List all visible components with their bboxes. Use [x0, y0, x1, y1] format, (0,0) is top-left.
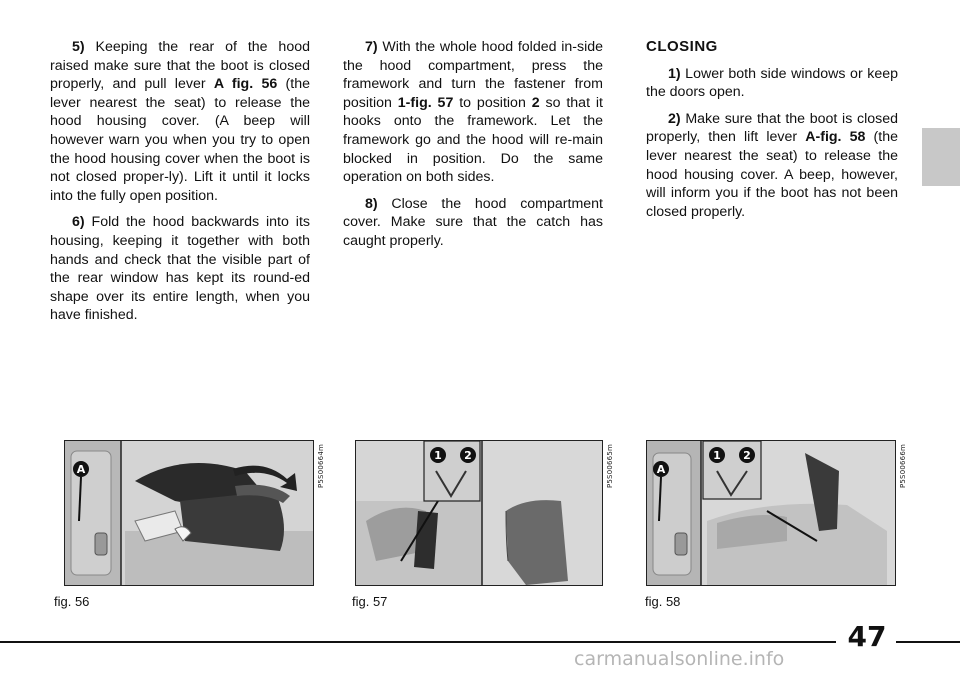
fig57-label-2: 2 — [464, 449, 472, 462]
figure-57 — [355, 440, 603, 586]
text-column-3 — [646, 38, 898, 229]
step-7-number: 7) — [365, 39, 378, 55]
closing-step-1-text: Lower both side windows or keep the doors open. — [646, 65, 898, 101]
step-6-text: Fold the hood backwards into its housing, keeping it together with both hands and check that the visible part of the rear window has kept its round-ed shape over its entire length, when you have finished. — [50, 214, 310, 324]
closing-step-1-number: 1) — [668, 65, 681, 82]
step-7-paragraph — [343, 38, 603, 187]
step-7-text-b: to position — [453, 94, 532, 111]
closing-step-2-number: 2) — [668, 110, 681, 127]
fig58-label-a: A — [656, 463, 666, 476]
fig56-code: P5S00664m — [317, 444, 325, 489]
page-number: 47 — [847, 620, 887, 653]
step-5-number: 5) — [72, 39, 85, 55]
step-5-text-b: (the lever nearest the seat) to release the hood housing cover. (A beep will however warn you when you try to open the hood housing cover when the boot is not closed proper-ly). Lift it until it locks into the fully open position. — [50, 76, 310, 204]
fig56-caption: fig. 56 — [54, 594, 90, 609]
step-8-text: Close the hood compartment cover. Make sure that the catch has caught properly. — [343, 195, 603, 249]
figure-56 — [64, 440, 314, 586]
fig56-label-a: A — [76, 463, 86, 476]
closing-step-2-paragraph — [646, 110, 898, 222]
step-5-paragraph — [50, 38, 310, 205]
step-7-text-a: With the whole hood folded in-side the hood compartment, press the framework and turn the fastener from position — [343, 39, 603, 111]
step-8-paragraph — [343, 195, 603, 251]
step-7-position-2: 2 — [531, 94, 540, 111]
watermark: carmanualsonline.info — [574, 648, 785, 670]
section-side-tab — [922, 128, 960, 186]
step-5-text-a: Keeping the rear of the hood raised make sure that the boot is closed properly, and pull lever — [50, 39, 310, 93]
closing-step-2-text-a: Make sure that the boot is closed properly, then lift lever — [646, 110, 898, 146]
step-6-paragraph — [50, 213, 310, 325]
fig57-code: P5S00665m — [606, 444, 614, 489]
step-7-fig-ref: 1-fig. 57 — [397, 94, 454, 111]
fig58-code: P5S00666m — [899, 444, 907, 489]
step-6-number: 6) — [72, 214, 85, 231]
figure-57-illustration — [356, 441, 602, 585]
figure-58 — [646, 440, 896, 586]
footer-rule-left — [0, 641, 836, 643]
fig58-label-1: 1 — [713, 449, 721, 462]
fig58-label-2: 2 — [743, 449, 751, 462]
closing-step-2-fig-ref: A-fig. 58 — [805, 129, 866, 146]
closing-step-1-paragraph — [646, 65, 898, 102]
step-5-fig-ref: A fig. 56 — [213, 76, 278, 93]
fig58-caption: fig. 58 — [645, 594, 681, 609]
text-column-1 — [50, 38, 310, 333]
figure-58-illustration — [647, 441, 895, 585]
closing-heading: CLOSING — [646, 38, 718, 55]
text-column-2 — [343, 38, 603, 259]
fig57-caption: fig. 57 — [352, 594, 388, 609]
fig57-label-1: 1 — [434, 449, 442, 462]
step-8-number: 8) — [365, 195, 378, 212]
footer-rule-right — [896, 641, 960, 643]
closing-step-2-text-b: (the lever nearest the seat) to release the hood housing cover. A beep, however, will inform you if the boot has not been closed properly. — [646, 129, 899, 220]
figure-56-illustration — [65, 441, 313, 585]
step-7-text-c: so that it hooks onto the framework. Let the framework go and the hood will re-main blocked in position. Do the same operation on both sides. — [343, 94, 603, 186]
